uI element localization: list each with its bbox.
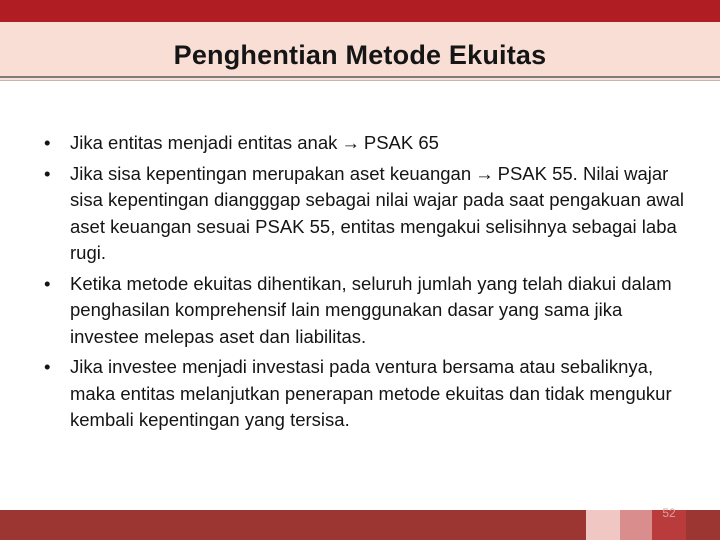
bullet-item [44, 161, 694, 267]
bullet-text: Jika entitas menjadi entitas anak [70, 132, 338, 153]
footer-accent-square [686, 510, 720, 540]
bullet-icon: • [44, 272, 51, 294]
bullet-text: PSAK 65 [363, 132, 439, 153]
footer-accent-square [620, 510, 652, 540]
bullet-text: Ketika metode ekuitas dihentikan, seluruh jumlah yang telah diakui dalam penghasilan komprehensif lain menggunakan dasar yang sama jika investee melepas aset dan liabilitas. [70, 272, 672, 347]
arrow-right-icon: → [341, 132, 360, 153]
bullet-icon: • [44, 132, 51, 153]
bullet-text: PSAK 55. Nilai wajar sisa kepentingan diangggap sebagai nilai wajar pada saat pengakuan awal aset keuangan sesuai PSAK 55, entitas mengakui selisihnya sebagai laba rugi. [70, 162, 685, 263]
footer-accent-square [586, 510, 620, 540]
bullet-item [44, 354, 694, 434]
bottom-accent-bar [0, 510, 586, 540]
title-divider [0, 76, 720, 78]
bullet-item [44, 271, 694, 351]
bullet-text: Jika sisa kepentingan merupakan aset keuangan [70, 162, 472, 184]
bullet-icon: • [44, 162, 51, 184]
page-number: 52 [662, 506, 676, 520]
bullet-icon: • [44, 356, 51, 377]
bullet-text: Jika investee menjadi investasi pada ventura bersama atau sebaliknya, maka entitas melanjutkan penerapan metode ekuitas dan tidak mengukur kembali kepentingan yang tersisa. [70, 356, 672, 430]
top-accent-bar [0, 0, 720, 22]
slide-title: Penghentian Metode Ekuitas [173, 40, 547, 70]
arrow-right-icon: → [475, 162, 494, 184]
bullet-item [44, 130, 694, 157]
bullet-list [44, 130, 694, 438]
